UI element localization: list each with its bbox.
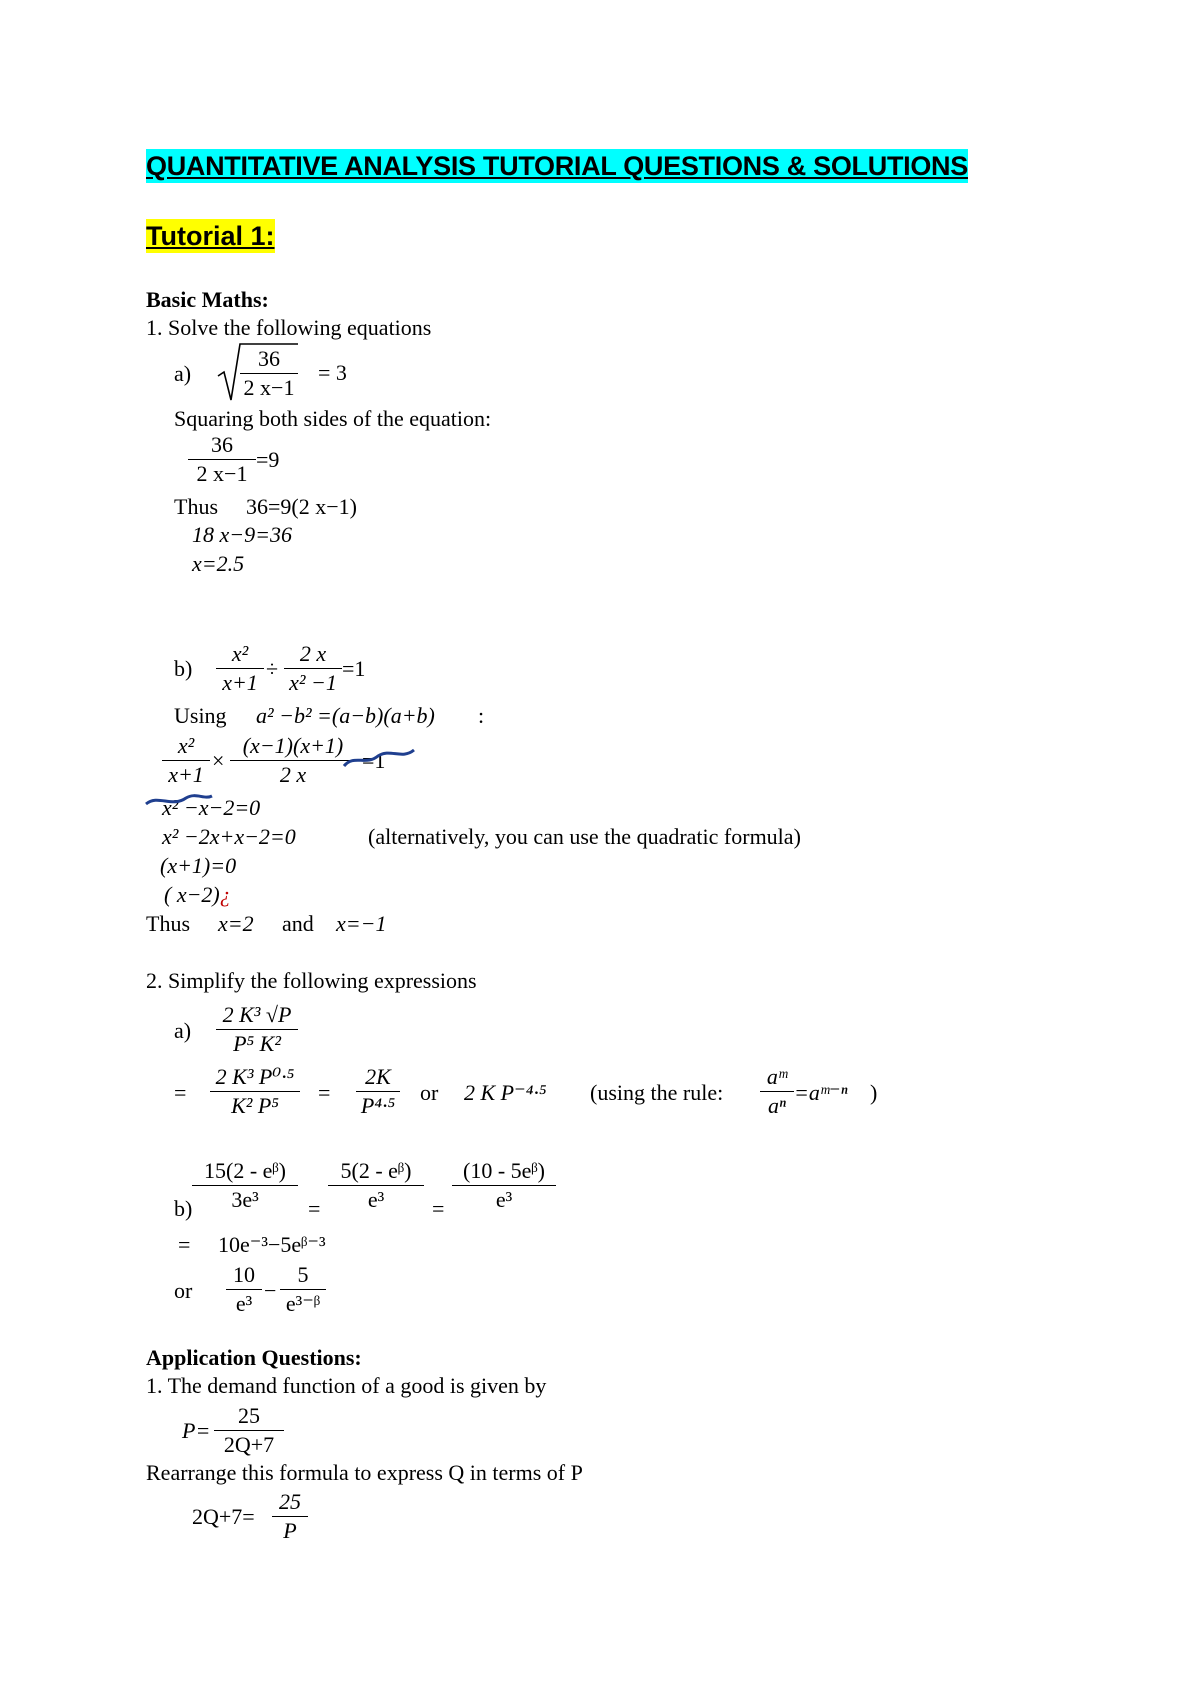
equals-sign: = bbox=[178, 1232, 191, 1257]
equals-sign: = bbox=[308, 1196, 321, 1221]
expression-b-2-denominator: e³ bbox=[367, 1187, 385, 1212]
result-b-fraction-1-denominator: e³ bbox=[235, 1291, 253, 1316]
result-a-1 bbox=[210, 1064, 300, 1119]
expression-a bbox=[216, 1002, 298, 1057]
b-fraction-2-denominator: x² −1 bbox=[289, 670, 337, 695]
expression-b-3-denominator: e³ bbox=[495, 1187, 513, 1212]
root-1: x=2 bbox=[218, 911, 254, 936]
product-fraction-2-denominator: 2 x bbox=[279, 762, 307, 787]
squared-fraction-numerator: 36 bbox=[188, 432, 256, 460]
rearrange-instruction: Rearrange this formula to express Q in terms of P bbox=[146, 1460, 583, 1485]
product-fraction-2-numerator: (x−1)(x+1) bbox=[230, 733, 356, 761]
root-2: x=−1 bbox=[336, 911, 387, 936]
using-label: Using bbox=[174, 703, 227, 728]
demand-fraction-numerator: 25 bbox=[214, 1403, 284, 1431]
simplify-b-label: b) bbox=[174, 1196, 193, 1221]
strike-scribble bbox=[340, 744, 416, 772]
rearranged-lhs: 2Q+7= bbox=[192, 1504, 255, 1529]
expanded-quadratic: x² −2x+x−2=0 bbox=[162, 824, 296, 849]
or-word: or bbox=[420, 1080, 439, 1105]
inverted-question-glyph: ¿ bbox=[219, 882, 231, 907]
expression-b-3-numerator: (10 - 5eᵝ) bbox=[452, 1158, 556, 1186]
factor-equation-2 bbox=[164, 882, 231, 908]
identity-equation: a² −b² =(a−b)(a+b) bbox=[256, 703, 435, 728]
tutorial-heading-text: Tutorial 1: bbox=[146, 221, 275, 251]
rearranged-fraction-denominator: P bbox=[283, 1518, 297, 1543]
b-fraction-1 bbox=[216, 641, 264, 696]
and-word: and bbox=[282, 911, 314, 936]
simplify-a-label: a) bbox=[174, 1018, 192, 1043]
rule-note: (using the rule: bbox=[590, 1080, 724, 1105]
equals-sign: = bbox=[432, 1196, 445, 1221]
alternative-note: (alternatively, you can use the quadratic formula) bbox=[368, 824, 801, 849]
product-fraction-1-numerator: x² bbox=[162, 733, 210, 761]
result-b-fraction-2-denominator: e³⁻ᵝ bbox=[285, 1291, 321, 1316]
expression-b-1 bbox=[192, 1158, 298, 1213]
or-word-2: or bbox=[174, 1278, 193, 1303]
squared-fraction bbox=[188, 432, 256, 487]
sqrt-equation-rhs: = 3 bbox=[318, 360, 347, 385]
expression-a-denominator: P⁵ K² bbox=[233, 1031, 281, 1056]
application-heading: Application Questions: bbox=[146, 1345, 362, 1370]
expression-b-2 bbox=[328, 1158, 424, 1213]
thus-label-2: Thus bbox=[146, 911, 190, 936]
expression-a-numerator: 2 K³ √P bbox=[216, 1002, 298, 1030]
rearranged-fraction-numerator: 25 bbox=[272, 1489, 308, 1517]
question-1-text: 1. Solve the following equations bbox=[146, 315, 432, 340]
strike-scribble bbox=[144, 790, 214, 812]
application-question-1: 1. The demand function of a good is given by bbox=[146, 1373, 547, 1398]
times-sign: × bbox=[212, 748, 225, 773]
b-equation-rhs: =1 bbox=[342, 656, 366, 681]
demand-fraction bbox=[214, 1403, 284, 1458]
basic-maths-heading: Basic Maths: bbox=[146, 287, 269, 312]
product-equation-rhs: =1 bbox=[362, 748, 386, 773]
factor-equation-2-text: ( x−2) bbox=[164, 882, 220, 907]
result-a-1-numerator: 2 K³ P⁰·⁵ bbox=[210, 1064, 300, 1092]
rule-result: =aᵐ⁻ⁿ bbox=[794, 1080, 848, 1105]
product-fraction-1 bbox=[162, 733, 210, 788]
b-fraction-1-numerator: x² bbox=[216, 641, 264, 669]
b-fraction-2 bbox=[284, 641, 342, 696]
product-fraction-1-denominator: x+1 bbox=[168, 762, 204, 787]
quadratic-equation: x² −x−2=0 bbox=[162, 795, 261, 820]
part-a-label: a) bbox=[174, 361, 192, 386]
step-equation-2: x=2.5 bbox=[192, 551, 245, 576]
sqrt-fraction bbox=[240, 346, 298, 401]
rule-fraction-numerator: aᵐ bbox=[760, 1064, 794, 1092]
result-a-2 bbox=[356, 1064, 400, 1119]
result-b-fraction-2 bbox=[280, 1262, 326, 1317]
result-b-fraction-1-numerator: 10 bbox=[226, 1262, 262, 1290]
question-2-text: 2. Simplify the following expressions bbox=[146, 968, 477, 993]
thus-label: Thus bbox=[174, 494, 218, 519]
sqrt-fraction-denominator: 2 x−1 bbox=[243, 375, 295, 400]
thus-equation: 36=9(2 x−1) bbox=[246, 494, 357, 519]
result-b-fraction-2-numerator: 5 bbox=[280, 1262, 326, 1290]
squaring-note: Squaring both sides of the equation: bbox=[174, 406, 492, 431]
tutorial-heading bbox=[146, 221, 275, 252]
rule-close-paren: ) bbox=[870, 1080, 878, 1105]
result-a-3: 2 K P⁻⁴·⁵ bbox=[464, 1080, 547, 1105]
expression-b-1-numerator: 15(2 - eᵝ) bbox=[192, 1158, 298, 1186]
b-fraction-2-numerator: 2 x bbox=[284, 641, 342, 669]
expression-b-3 bbox=[452, 1158, 556, 1213]
document-title-text: QUANTITATIVE ANALYSIS TUTORIAL QUESTIONS & SOLUTIONS bbox=[146, 151, 968, 181]
minus-sign: − bbox=[264, 1278, 277, 1303]
document-title bbox=[146, 151, 968, 182]
b-fraction-1-denominator: x+1 bbox=[222, 670, 258, 695]
rule-fraction bbox=[760, 1064, 794, 1119]
divide-sign: ÷ bbox=[266, 656, 279, 681]
result-b-fraction-1 bbox=[226, 1262, 262, 1317]
squared-equation-rhs: =9 bbox=[256, 447, 280, 472]
expression-b-2-numerator: 5(2 - eᵝ) bbox=[328, 1158, 424, 1186]
demand-fraction-denominator: 2Q+7 bbox=[223, 1432, 275, 1457]
equals-sign: = bbox=[174, 1080, 187, 1105]
result-a-1-denominator: K² P⁵ bbox=[231, 1093, 279, 1118]
sqrt-fraction-numerator: 36 bbox=[240, 346, 298, 374]
rule-fraction-denominator: aⁿ bbox=[768, 1093, 786, 1118]
result-b: 10e⁻³−5eᵝ⁻³ bbox=[218, 1232, 326, 1257]
expression-b-1-denominator: 3e³ bbox=[231, 1187, 259, 1212]
part-b-label: b) bbox=[174, 656, 193, 681]
result-a-2-denominator: P⁴·⁵ bbox=[360, 1093, 396, 1118]
demand-lhs: P= bbox=[182, 1418, 211, 1443]
result-a-2-numerator: 2K bbox=[356, 1064, 400, 1092]
identity-colon: : bbox=[478, 703, 485, 728]
squared-fraction-denominator: 2 x−1 bbox=[196, 461, 248, 486]
product-fraction-2 bbox=[230, 733, 356, 788]
equals-sign: = bbox=[318, 1080, 331, 1105]
step-equation-1: 18 x−9=36 bbox=[192, 522, 292, 547]
factor-equation-1: (x+1)=0 bbox=[160, 853, 237, 878]
rearranged-fraction bbox=[272, 1489, 308, 1544]
